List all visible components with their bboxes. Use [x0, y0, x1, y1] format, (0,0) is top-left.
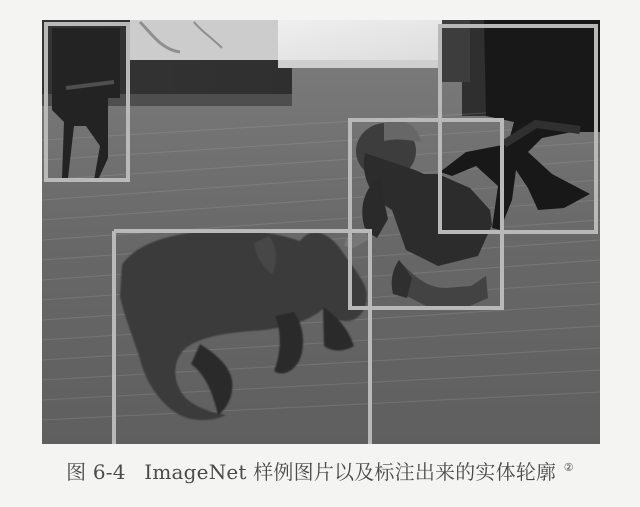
figure-caption — [0, 462, 640, 482]
caption-text: ImageNet 样例图片以及标注出来的实体轮廓 — [144, 460, 557, 484]
figure-number: 图 6-4 — [66, 460, 126, 484]
footnote-mark: ② — [563, 461, 574, 475]
figure-image-panel — [42, 20, 600, 444]
photo-scene — [42, 20, 600, 444]
